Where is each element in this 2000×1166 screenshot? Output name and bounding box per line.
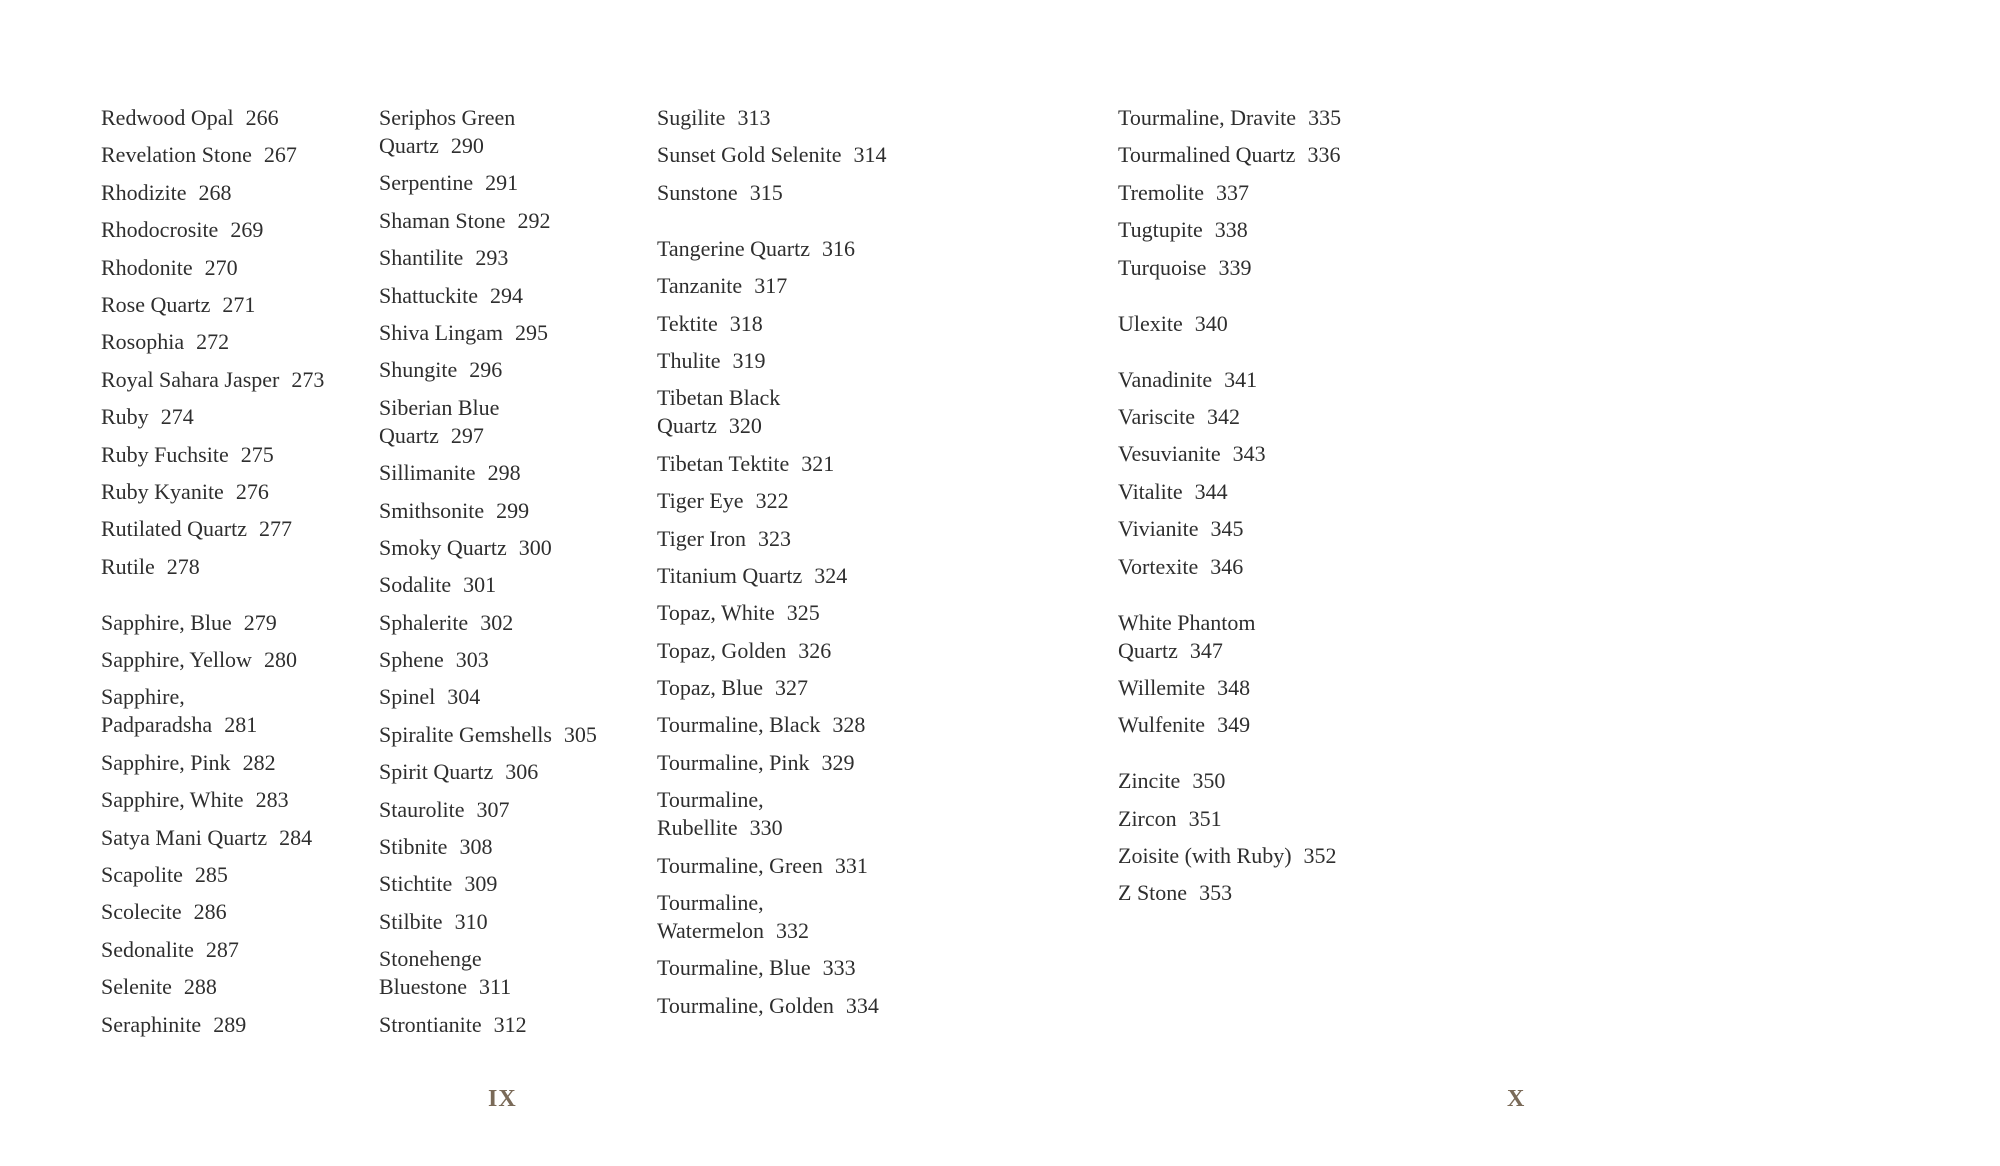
entry-page-number: 312 (493, 1011, 527, 1037)
index-entry (379, 758, 649, 786)
entry-page-number: 331 (834, 852, 868, 878)
entry-page-number: 272 (196, 329, 230, 355)
entry-page-number: 349 (1217, 712, 1251, 738)
index-column (1118, 104, 1388, 935)
entry-name: Variscite (1118, 403, 1195, 429)
entry-page-number: 344 (1194, 478, 1228, 504)
entry-name: Scapolite (101, 862, 183, 888)
entry-page-number: 334 (845, 992, 879, 1018)
index-entry (379, 356, 649, 384)
index-entry (379, 1011, 649, 1039)
entry-name: Sapphire, (101, 684, 185, 710)
entry-page-number: 346 (1210, 553, 1244, 579)
index-entry (1118, 609, 1388, 665)
index-entry (657, 347, 927, 375)
entry-page-number: 339 (1218, 254, 1252, 280)
entry-name: Tremolite (1118, 179, 1204, 205)
entry-name: Tourmaline, (657, 787, 764, 813)
index-entry (657, 272, 927, 300)
entry-page-number: 302 (480, 609, 514, 635)
entry-name: Tourmaline, Pink (657, 749, 810, 775)
entry-name: Sunstone (657, 179, 738, 205)
entry-page-number: 316 (822, 235, 855, 261)
entry-page-number: 345 (1210, 516, 1244, 542)
entry-name: Vortexite (1118, 553, 1199, 579)
entry-name: Topaz, Blue (657, 675, 763, 701)
entry-page-number: 335 (1308, 105, 1342, 130)
entry-name: Ruby Kyanite (101, 478, 224, 504)
entry-page-number: 287 (205, 936, 239, 962)
index-entry (379, 721, 649, 749)
entry-page-number: 284 (279, 824, 313, 850)
entry-name: Shantilite (379, 245, 464, 271)
entry-name: Sillimanite (379, 460, 476, 486)
index-entry (1118, 141, 1388, 169)
index-entry (657, 954, 927, 982)
entry-page-number: 280 (263, 647, 297, 673)
entry-name: Sodalite (379, 572, 452, 598)
entry-name: Shattuckite (379, 282, 478, 308)
entry-page-number: 336 (1307, 142, 1341, 168)
index-entry (101, 749, 371, 777)
index-entry (101, 141, 371, 169)
entry-name-continued: Quartz (657, 413, 717, 439)
entry-page-number: 341 (1224, 366, 1258, 392)
entry-name: Vesuvianite (1118, 441, 1221, 467)
entry-page-number: 343 (1232, 441, 1266, 467)
entry-page-number: 329 (821, 749, 855, 775)
index-entry (101, 898, 371, 926)
entry-name: Tugtupite (1118, 217, 1203, 243)
entry-page-number: 273 (291, 366, 325, 392)
entry-page-number: 320 (728, 413, 762, 439)
entry-page-number: 323 (758, 525, 792, 551)
entry-name: Tourmaline, Blue (657, 955, 811, 981)
index-entry (1118, 879, 1388, 907)
index-entry (379, 683, 649, 711)
index-entry (657, 786, 927, 842)
index-group (657, 104, 927, 207)
entry-name: Vitalite (1118, 478, 1183, 504)
index-group (1118, 104, 1388, 282)
entry-page-number: 317 (754, 273, 788, 299)
entry-name: Spinel (379, 684, 436, 710)
entry-page-number: 306 (505, 759, 539, 785)
entry-name-continued: Quartz (379, 422, 439, 448)
entry-name: Rosophia (101, 329, 185, 355)
index-entry (657, 562, 927, 590)
index-entry (101, 646, 371, 674)
index-entry (1118, 179, 1388, 207)
index-entry (101, 609, 371, 637)
entry-page-number: 347 (1189, 637, 1223, 663)
index-entry (101, 936, 371, 964)
entry-name: Tourmaline, Black (657, 712, 821, 738)
index-entry (101, 1011, 371, 1039)
index-entry (657, 235, 927, 263)
index-entry (657, 749, 927, 777)
entry-page-number: 290 (450, 133, 484, 158)
entry-page-number: 315 (749, 179, 783, 205)
index-entry (1118, 104, 1388, 132)
index-entry (379, 945, 649, 1001)
index-entry (101, 441, 371, 469)
entry-page-number: 288 (183, 974, 217, 1000)
index-group (1118, 609, 1388, 740)
entry-page-number: 304 (447, 684, 481, 710)
entry-page-number: 281 (224, 712, 258, 738)
index-entry (1118, 805, 1388, 833)
entry-name: Tibetan Black (657, 385, 781, 411)
entry-name: Seriphos Green (379, 105, 516, 130)
entry-page-number: 351 (1188, 805, 1222, 831)
entry-page-number: 289 (213, 1011, 247, 1037)
entry-name: Tibetan Tektite (657, 450, 790, 476)
entry-name: Rutilated Quartz (101, 516, 248, 542)
entry-name: Tourmaline, Golden (657, 992, 834, 1018)
entry-name: Spirit Quartz (379, 759, 494, 785)
entry-name-continued: Padparadsha (101, 712, 213, 738)
entry-name-continued: Watermelon (657, 918, 764, 944)
entry-name: Shungite (379, 357, 458, 383)
entry-name: Seraphinite (101, 1011, 202, 1037)
entry-page-number: 352 (1303, 843, 1337, 869)
index-group (379, 104, 649, 1039)
entry-name: Vivianite (1118, 516, 1199, 542)
page-number: X (1507, 1086, 1526, 1112)
entry-page-number: 303 (455, 647, 489, 673)
entry-name: Staurolite (379, 796, 465, 822)
entry-name: Tourmaline, Dravite (1118, 105, 1297, 130)
index-entry (657, 104, 927, 132)
index-entry (379, 833, 649, 861)
entry-page-number: 308 (459, 834, 493, 860)
entry-name: Zincite (1118, 768, 1181, 794)
entry-page-number: 353 (1199, 880, 1233, 906)
index-entry (657, 179, 927, 207)
entry-page-number: 318 (729, 310, 763, 336)
entry-page-number: 291 (485, 170, 519, 196)
entry-page-number: 296 (469, 357, 503, 383)
index-entry (657, 711, 927, 739)
entry-name: Stichtite (379, 871, 453, 897)
entry-page-number: 313 (737, 105, 771, 130)
index-entry (101, 515, 371, 543)
entry-page-number: 297 (450, 422, 484, 448)
entry-name: Sphalerite (379, 609, 469, 635)
entry-name: Ulexite (1118, 310, 1183, 336)
entry-page-number: 350 (1192, 768, 1226, 794)
index-group (1118, 310, 1388, 338)
entry-page-number: 322 (755, 488, 789, 514)
entry-name-continued: Quartz (1118, 637, 1178, 663)
index-entry (657, 852, 927, 880)
entry-page-number: 298 (487, 460, 521, 486)
entry-page-number: 271 (222, 291, 256, 317)
index-entry (657, 674, 927, 702)
index-entry (1118, 711, 1388, 739)
entry-page-number: 337 (1215, 179, 1249, 205)
index-entry (101, 216, 371, 244)
entry-name: Willemite (1118, 674, 1206, 700)
index-entry (379, 646, 649, 674)
entry-name: Sapphire, Blue (101, 609, 232, 635)
index-entry (101, 291, 371, 319)
entry-name: Scolecite (101, 899, 182, 925)
index-entry (657, 141, 927, 169)
entry-name: Stonehenge (379, 946, 482, 972)
index-entry (379, 104, 649, 160)
index-group (1118, 366, 1388, 581)
entry-name: Sugilite (657, 105, 726, 130)
entry-name: Tangerine Quartz (657, 235, 810, 261)
entry-name: Tourmaline, (657, 890, 764, 916)
entry-page-number: 332 (775, 918, 809, 944)
entry-page-number: 274 (160, 404, 194, 430)
entry-name: Tourmaline, Green (657, 852, 823, 878)
entry-page-number: 295 (515, 319, 549, 345)
entry-name: Sapphire, White (101, 787, 244, 813)
entry-name: Sphene (379, 647, 444, 673)
index-entry (101, 179, 371, 207)
entry-name: Smithsonite (379, 497, 485, 523)
index-entry (379, 459, 649, 487)
index-entry (1118, 842, 1388, 870)
index-entry (657, 525, 927, 553)
index-entry (379, 319, 649, 347)
entry-page-number: 283 (255, 787, 289, 813)
index-entry (379, 169, 649, 197)
entry-page-number: 266 (245, 105, 279, 130)
entry-name: Selenite (101, 974, 172, 1000)
index-entry (379, 244, 649, 272)
index-entry (379, 394, 649, 450)
entry-name: Rhodocrosite (101, 217, 219, 243)
entry-name: Revelation Stone (101, 142, 252, 168)
entry-name: Siberian Blue (379, 394, 500, 420)
entry-name: Ruby (101, 404, 149, 430)
entry-page-number: 276 (235, 478, 269, 504)
index-entry (101, 366, 371, 394)
entry-name: Sedonalite (101, 936, 194, 962)
index-entry (657, 450, 927, 478)
index-entry (1118, 674, 1388, 702)
entry-page-number: 268 (198, 179, 232, 205)
entry-name: Shiva Lingam (379, 319, 504, 345)
entry-page-number: 269 (230, 217, 264, 243)
index-entry (379, 282, 649, 310)
entry-page-number: 326 (798, 637, 832, 663)
index-entry (657, 487, 927, 515)
entry-page-number: 292 (517, 207, 551, 233)
index-entry (101, 786, 371, 814)
index-entry (379, 908, 649, 936)
index-entry (101, 254, 371, 282)
index-entry (379, 207, 649, 235)
entry-page-number: 311 (479, 974, 512, 1000)
index-entry (379, 870, 649, 898)
index-group (101, 104, 371, 581)
entry-page-number: 328 (832, 712, 866, 738)
index-entry (379, 571, 649, 599)
index-entry (101, 824, 371, 852)
entry-page-number: 267 (263, 142, 297, 168)
entry-name: Rhodonite (101, 254, 193, 280)
entry-name: Tiger Eye (657, 488, 744, 514)
entry-name-continued: Quartz (379, 133, 439, 158)
entry-page-number: 307 (476, 796, 510, 822)
entry-page-number: 270 (204, 254, 238, 280)
entry-name: Thulite (657, 347, 721, 373)
entry-name: Vanadinite (1118, 366, 1213, 392)
entry-name: Zircon (1118, 805, 1177, 831)
index-entry (101, 973, 371, 1001)
entry-name: Tanzanite (657, 273, 743, 299)
entry-name: Sapphire, Yellow (101, 647, 252, 673)
index-entry (1118, 216, 1388, 244)
entry-page-number: 299 (496, 497, 530, 523)
entry-page-number: 324 (814, 562, 848, 588)
index-column (101, 104, 371, 1067)
entry-name: White Phantom (1118, 609, 1256, 635)
entry-page-number: 309 (464, 871, 498, 897)
entry-page-number: 340 (1194, 310, 1228, 336)
entry-name: Wulfenite (1118, 712, 1206, 738)
index-entry (101, 478, 371, 506)
entry-page-number: 301 (463, 572, 497, 598)
entry-page-number: 305 (563, 721, 597, 747)
index-column (657, 104, 927, 1048)
entry-page-number: 333 (822, 955, 856, 981)
entry-name: Royal Sahara Jasper (101, 366, 280, 392)
index-entry (657, 384, 927, 440)
entry-page-number: 342 (1206, 403, 1240, 429)
entry-page-number: 338 (1214, 217, 1248, 243)
entry-name: Smoky Quartz (379, 534, 507, 560)
index-entry (101, 683, 371, 739)
entry-page-number: 330 (749, 815, 783, 841)
index-entry (379, 497, 649, 525)
entry-name-continued: Rubellite (657, 815, 738, 841)
entry-name: Rhodizite (101, 179, 187, 205)
index-entry (657, 310, 927, 338)
entry-name: Ruby Fuchsite (101, 441, 229, 467)
index-entry (1118, 553, 1388, 581)
entry-name: Zoisite (with Ruby) (1118, 843, 1292, 869)
entry-page-number: 278 (166, 553, 200, 579)
index-entry (379, 534, 649, 562)
entry-page-number: 319 (732, 347, 766, 373)
index-entry (101, 861, 371, 889)
entry-name: Shaman Stone (379, 207, 506, 233)
entry-page-number: 293 (475, 245, 509, 271)
entry-name-continued: Bluestone (379, 974, 467, 1000)
index-entry (1118, 767, 1388, 795)
entry-page-number: 300 (518, 534, 552, 560)
index-group (101, 609, 371, 1039)
entry-name: Sunset Gold Selenite (657, 142, 842, 168)
entry-name: Rose Quartz (101, 291, 211, 317)
entry-name: Satya Mani Quartz (101, 824, 268, 850)
entry-page-number: 277 (259, 516, 293, 542)
right-page (1000, 0, 2000, 1166)
entry-name: Stilbite (379, 908, 443, 934)
entry-name: Turquoise (1118, 254, 1207, 280)
entry-page-number: 275 (240, 441, 274, 467)
index-entry (101, 553, 371, 581)
entry-page-number: 314 (853, 142, 887, 168)
entry-name: Sapphire, Pink (101, 749, 231, 775)
index-group (657, 235, 927, 1020)
index-entry (1118, 478, 1388, 506)
entry-page-number: 279 (243, 609, 277, 635)
entry-name: Serpentine (379, 170, 474, 196)
index-entry (1118, 254, 1388, 282)
page-number: IX (488, 1086, 517, 1112)
index-group (1118, 767, 1388, 907)
index-entry (657, 599, 927, 627)
index-entry (657, 992, 927, 1020)
entry-page-number: 327 (774, 675, 808, 701)
index-entry (101, 328, 371, 356)
index-entry (1118, 310, 1388, 338)
entry-name: Topaz, White (657, 600, 775, 626)
entry-name: Tiger Iron (657, 525, 747, 551)
index-entry (1118, 515, 1388, 543)
entry-name: Strontianite (379, 1011, 482, 1037)
entry-name: Tektite (657, 310, 718, 336)
index-entry (1118, 403, 1388, 431)
index-entry (657, 889, 927, 945)
entry-name: Rutile (101, 553, 155, 579)
entry-name: Spiralite Gemshells (379, 721, 552, 747)
entry-page-number: 321 (801, 450, 835, 476)
index-entry (101, 104, 371, 132)
entry-name: Topaz, Golden (657, 637, 787, 663)
index-entry (379, 609, 649, 637)
index-entry (1118, 366, 1388, 394)
entry-name: Tourmalined Quartz (1118, 142, 1296, 168)
entry-page-number: 285 (194, 862, 228, 888)
entry-page-number: 348 (1217, 674, 1251, 700)
entry-page-number: 310 (454, 908, 488, 934)
index-entry (379, 796, 649, 824)
entry-name: Z Stone (1118, 880, 1188, 906)
entry-page-number: 294 (489, 282, 523, 308)
index-entry (1118, 440, 1388, 468)
index-column (379, 104, 649, 1067)
index-entry (657, 637, 927, 665)
entry-page-number: 286 (193, 899, 227, 925)
entry-page-number: 325 (786, 600, 820, 626)
entry-page-number: 282 (242, 749, 276, 775)
entry-name: Titanium Quartz (657, 562, 803, 588)
entry-name: Redwood Opal (101, 105, 234, 130)
entry-name: Stibnite (379, 834, 448, 860)
index-entry (101, 403, 371, 431)
